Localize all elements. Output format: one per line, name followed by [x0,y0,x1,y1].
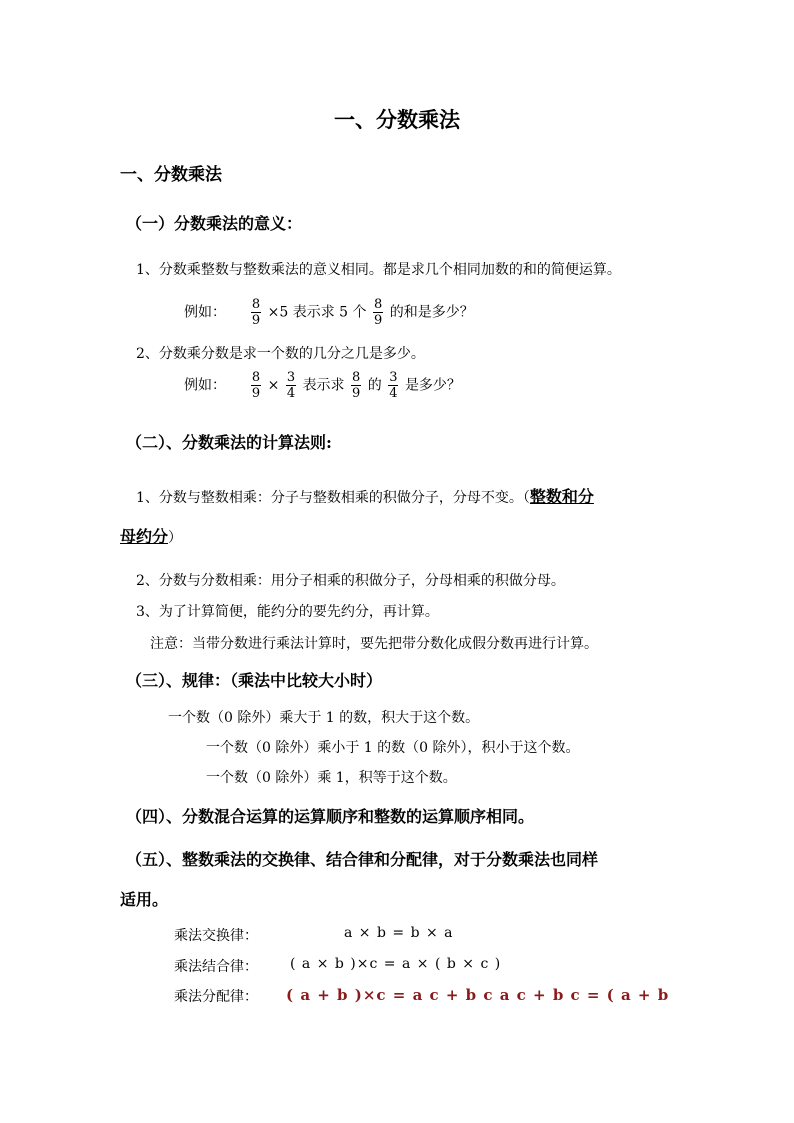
subsection-heading-2: （二）、分数乘法的计算法则: [126,433,332,452]
rule-1-text: 1、分数与整数相乘：分子与整数相乘的积做分子，分母不变。（ [136,490,530,506]
subsection-heading-4: （四）、分数混合运算的运算顺序和整数的运算顺序相同。 [126,807,535,826]
example-text: 的和是多少？ [389,304,474,321]
fraction: $\frac{3}{4}$ [286,370,296,401]
associative-expression: ( a × b )×c = a × ( b × c ) [290,956,502,972]
law-1: 一个数（0 除外）乘大于 1 的数，积大于这个数。 [168,710,480,726]
subsection-heading-3 [126,668,382,691]
law-2: 一个数（0 除外）乘小于 1 的数（0 除外），积小于这个数。 [206,740,580,756]
example-2 [184,370,461,401]
rule-1-close: ） [168,530,183,546]
distributive-label: 乘法分配律： [174,989,258,1005]
associative-label: 乘法结合律： [174,959,258,975]
distributive-expression: ( a + b )×c = a c + b c a c + b c = ( a + b [286,986,670,1004]
example-text: 的 [367,377,382,394]
rule-2: 2、分数与分数相乘：用分子相乘的积做分子，分母相乘的积做分母。 [136,573,565,589]
example-label: 例如： [184,304,226,321]
rule-1-emphasis: 整数和分 [529,487,594,506]
paragraph-1: 1、分数乘整数与整数乘法的意义相同。都是求几个相同加数的和的简便运算。 [136,262,621,278]
fraction: $\frac{8}{9}$ [251,370,261,401]
heading-text: （三）、规律： [126,671,231,690]
law-3: 一个数（0 除外）乘 1，积等于这个数。 [206,770,457,786]
heading-note: （乘法中比较大小时） [230,671,383,690]
paragraph-2: 2、分数乘分数是求一个数的几分之几是多少。 [136,346,425,362]
section-heading: 一、分数乘法 [120,165,222,185]
subsection-heading-5-continuation: 适用。 [120,890,169,909]
fraction: $\frac{8}{9}$ [251,297,261,328]
note: 注意：当带分数进行乘法计算时，要先把带分数化成假分数再进行计算。 [150,636,598,652]
rule-3: 3、为了计算简便，能约分的要先约分，再计算。 [136,604,439,620]
commutative-expression: a × b = b × a [344,925,454,941]
rule-1 [136,484,594,507]
fraction: $\frac{3}{4}$ [389,370,398,401]
subsection-heading-1: （一）分数乘法的意义： [126,214,303,233]
rule-1-emphasis: 母约分 [120,527,169,546]
example-text: 表示求 [302,377,345,394]
subsection-heading-5: （五）、整数乘法的交换律、结合律和分配律，对于分数乘法也同样 [126,850,599,869]
rule-1-continuation [120,524,182,547]
fraction: $\frac{8}{9}$ [352,370,361,401]
fraction: $\frac{8}{9}$ [374,297,383,328]
page-title: 一、分数乘法 [334,107,460,132]
example-1 [184,297,474,328]
times-sign: × [267,377,280,394]
commutative-label: 乘法交换律： [174,928,258,944]
example-text: 是多少？ [404,377,461,394]
example-label: 例如： [184,377,226,394]
example-text: ×5 表示求 5 个 [267,304,367,321]
